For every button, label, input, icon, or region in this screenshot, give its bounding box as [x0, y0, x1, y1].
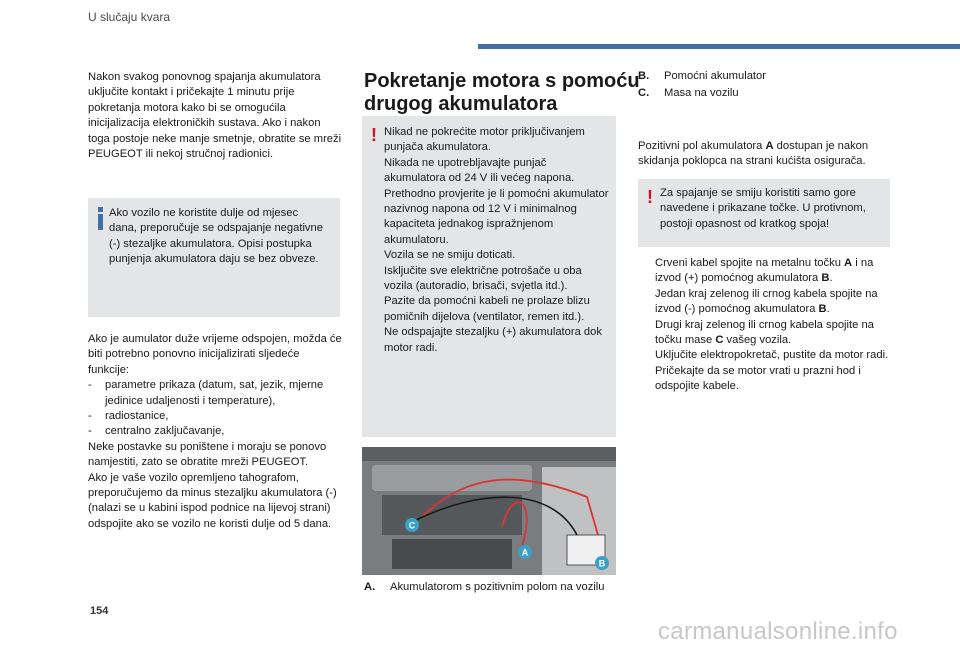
step-text-bold: B [818, 303, 827, 316]
dash-marker: - [88, 410, 92, 423]
reinit-outro: Neke postavke su poništene i moraju se ponovo namjestiti, zato se obratite mreži PEUGEOT. [88, 440, 327, 469]
short-circuit-warning-box [638, 179, 890, 247]
intro-paragraph: Nakon svakog ponovnog spajanja akumulatora uključite kontakt i pričekajte 1 minutu prije pokretanja motora kako bi se omogućila inicijalizacija elektroničkih sustava. Ako i nakon toga postoje neke manje smetnje, obratite se mreži PEUGEOT ili nekoj stručnoj radionici. [88, 71, 342, 161]
step-text-pre: Uključite elektropokretač, pustite da motor radi. [655, 349, 889, 362]
function-item [88, 409, 342, 424]
heading-line-1: Pokretanje motora s pomoću [364, 70, 640, 92]
step-text-post: i na izvod (+) pomoćnog akumulatora [655, 257, 874, 285]
connection-step [638, 287, 894, 318]
connection-step [638, 318, 894, 349]
legend-a [364, 580, 614, 595]
tachograph-paragraph: Ako je vaše vozilo opremljeno tahografom, preporučujemo da minus stezaljku akumulatora (-) (nalazi se u kabini ispod podnice na lijevoj strani) odspojite ako se vozilo ne koristi dulje od 5 dana. [88, 471, 337, 530]
warning-icon: ! [647, 187, 653, 207]
warning-line: Vozila se ne smiju doticati. [384, 249, 516, 262]
warning-line: Prethodno provjerite je li pomoćni akumulator nazivnog napona od 12 V i minimalnog kapaciteta jednakog ispražnjenom akumulatoru. [384, 187, 609, 246]
step-text-bold: C [715, 334, 724, 347]
legend-b [638, 69, 888, 84]
step-text-post: . [826, 303, 830, 316]
legend-b-key: B. [638, 70, 650, 82]
point-b-label: B [598, 558, 606, 569]
positive-pole-note [638, 139, 892, 170]
hood-edge [362, 447, 616, 461]
positive-note-pre: Pozitivni pol akumulatora [638, 140, 766, 152]
legend-c-text: Masa na vozilu [664, 87, 739, 99]
function-item-text: parametre prikaza (datum, sat, jezik, mjerne jedinice udaljenosti i temperature), [105, 379, 324, 407]
connection-step [638, 256, 894, 287]
legend-c-key: C. [638, 87, 650, 99]
step-text-post2: . [829, 272, 833, 285]
legend-c [638, 86, 888, 101]
connection-step [638, 364, 894, 395]
positive-note-key: A [765, 140, 774, 152]
info-icon [98, 214, 103, 230]
engine-cover [372, 465, 532, 491]
step-text-pre: Crveni kabel spojite na metalnu točku [655, 257, 845, 269]
function-item-text: centralno zaključavanje, [105, 425, 225, 438]
step-text-pre: Pričekajte da se motor vrati u prazni hod i odspojite kabele. [655, 364, 861, 393]
warning-line: Isključite sve električne potrošače u oba vozila (autoradio, brisači, svjetla itd.). [384, 264, 582, 293]
function-list [88, 378, 342, 440]
dash-marker: - [88, 379, 92, 392]
function-item [88, 378, 342, 409]
lower-engine [392, 539, 512, 569]
legend-a-key: A. [364, 581, 376, 593]
function-item-text: radiostanice, [105, 410, 169, 423]
warning-line: Pazite da pomoćni kabeli ne prolaze blizu pomičnih dijelova (ventilator, remen itd.). [384, 295, 590, 323]
warning-box [362, 116, 616, 437]
short-circuit-warning-text: Za spajanje se smiju koristiti samo gore navedene i prikazane točke. U protivnom, postoji opasnost od kratkog spoja! [660, 187, 866, 230]
watermark: carmanualsonline.info [658, 618, 898, 645]
point-c-label: C [408, 520, 416, 531]
step-text-pre: Jedan kraj zelenog ili crnog kabela spojite na izvod (-) pomoćnog akumulatora [655, 287, 878, 316]
section-title: U slučaju kvara [88, 10, 171, 24]
dash-marker: - [88, 425, 92, 438]
step-text-post: vašeg vozila. [723, 334, 792, 347]
header-accent-bar [478, 44, 960, 49]
section-heading [364, 70, 640, 116]
warning-line: Nikad ne pokrećite motor priključivanjem punjača akumulatora. [384, 126, 585, 154]
info-box [88, 198, 340, 317]
connection-steps [638, 256, 894, 395]
info-box-text: Ako vozilo ne koristite dulje od mjesec dana, preporučuje se odspajanje negativne (-) stezaljke akumulatora. Opisi postupka punjenja akumulatora daju se bez obveze. [109, 207, 323, 266]
page-number: 154 [90, 605, 109, 617]
reinit-intro: Ako je aumulator duže vrijeme odspojen, možda će biti potrebno ponovno inicijalizirati sljedeće funkcije: [88, 333, 342, 376]
engine-bay-illustration [362, 447, 616, 575]
function-item [88, 424, 342, 439]
legend-b-text: Pomoćni akumulator [664, 70, 766, 82]
reinit-block [88, 332, 342, 532]
legend-a-text: Akumulatorom s pozitivnim polom na vozilu [390, 581, 605, 593]
heading-line-2: drugog akumulatora [364, 93, 558, 115]
point-a-label: A [521, 547, 529, 558]
warning-box-text [384, 125, 610, 356]
positive-note-post: dostupan je nakon skidanja poklopca na strani kućišta osigurača. [638, 140, 869, 168]
step-text-bold2: B [821, 272, 830, 285]
warning-line: Nikada ne upotrebljavajte punjač akumulatora od 24 V ili većeg napona. [384, 156, 575, 185]
step-text-bold: A [844, 257, 853, 269]
engine-block [382, 495, 522, 535]
step-text-pre: Drugi kraj zelenog ili crnog kabela spojite na točku mase [655, 318, 874, 347]
jump-start-photo [362, 447, 616, 575]
warning-line: Ne odspajajte stezaljku (+) akumulatora dok motor radi. [384, 326, 602, 354]
connection-step [638, 348, 894, 363]
warning-icon: ! [371, 125, 377, 145]
